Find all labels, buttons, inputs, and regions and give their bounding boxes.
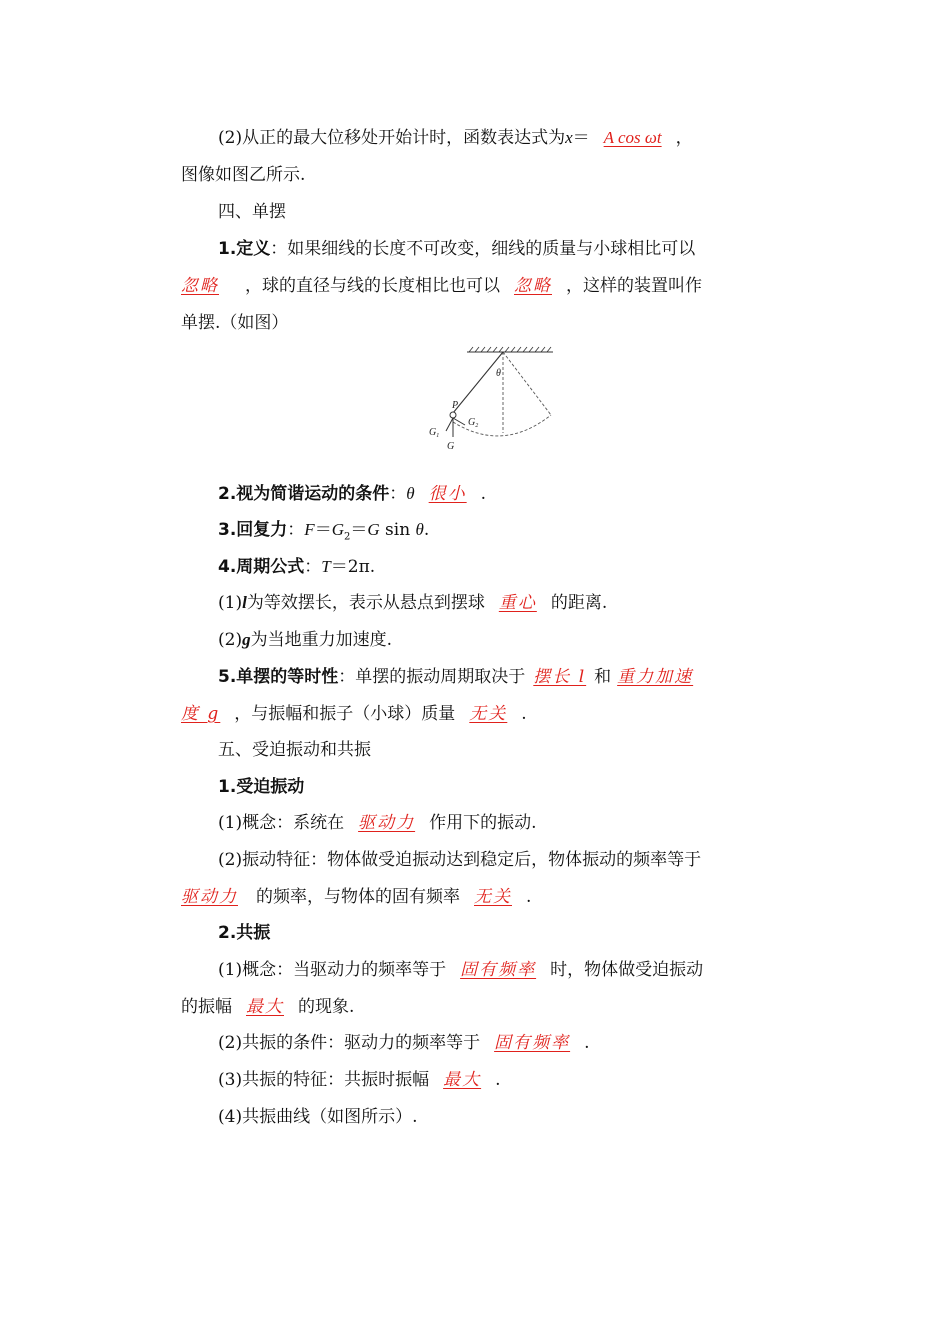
var-f: F: [304, 520, 315, 539]
text: 和: [594, 667, 612, 687]
text: ，与振幅和振子（小球）质量: [234, 704, 456, 724]
text: ，球的直径与线的长度相比也可以: [245, 276, 500, 296]
text-line: (2)振动特征：物体做受迫振动达到稳定后，物体振动的频率等于: [218, 850, 702, 870]
var-g: G: [367, 520, 380, 539]
pendulum-bob: [450, 412, 456, 418]
answer-blank: 固有频率: [494, 1033, 571, 1053]
text: (2): [218, 630, 243, 650]
subsection-heading: [218, 776, 818, 798]
g-label: G: [447, 441, 455, 452]
answer-blank: A cos ωt: [603, 128, 662, 147]
answer-blank: 无关: [469, 704, 508, 724]
definition-line-2: [181, 275, 781, 297]
text: ：: [389, 484, 407, 504]
text: 的振幅: [181, 997, 232, 1017]
answer-blank: 固有频率: [460, 960, 537, 980]
text: 时，物体做受迫振动: [550, 960, 704, 980]
effective-length-line: [218, 592, 818, 614]
g2-vector: [453, 418, 465, 425]
item-label: 周期公式: [236, 557, 305, 577]
subsection-heading: [218, 922, 818, 944]
text: ：: [304, 557, 322, 577]
text: ：: [287, 520, 305, 540]
answer-blank: 忽略: [514, 276, 552, 296]
forced-concept-line: [218, 812, 818, 834]
text: .: [480, 484, 487, 504]
item-number: 2.: [218, 923, 237, 943]
text: 单摆的振动周期取决于: [355, 667, 526, 687]
text: (1)概念：系统在: [218, 813, 345, 833]
text: .: [423, 520, 430, 540]
text: 的频率，与物体的固有频率: [256, 887, 460, 907]
section-heading: 五、受迫振动和共振: [218, 740, 371, 760]
item-number: 1.: [218, 239, 237, 259]
answer-blank: 无关: [474, 887, 512, 907]
definition-line: [218, 238, 818, 260]
text-line: 图像如图乙所示.: [181, 165, 306, 185]
subscript: 2: [343, 531, 351, 543]
text: (2)共振的条件：驱动力的频率等于: [218, 1033, 481, 1053]
answer-blank: 驱动力: [358, 813, 416, 833]
var-x: x: [565, 128, 573, 147]
item-number: 2.: [218, 484, 237, 504]
pendulum-string: [453, 352, 503, 413]
resonance-concept-line: [218, 959, 818, 981]
text: sin: [379, 520, 416, 540]
pendulum-figure: [425, 345, 585, 460]
period-formula-line: [218, 556, 818, 578]
g1-vector: [446, 418, 453, 431]
resonance-feature-line: [218, 1069, 818, 1091]
text: .: [495, 1070, 501, 1090]
text: ，: [675, 128, 693, 148]
text: (3)共振的特征：共振时振幅: [218, 1070, 430, 1090]
item-number: 1.: [218, 777, 237, 797]
condition-line: [218, 483, 818, 505]
item-number: 3.: [218, 520, 237, 540]
extreme-position-line: [503, 352, 551, 415]
answer-blank: 最大: [246, 997, 284, 1017]
item-number: 4.: [218, 557, 237, 577]
text: ，这样的装置叫作: [566, 276, 702, 296]
answer-blank: 忽略: [181, 276, 219, 296]
answer-blank: 摆长 l: [533, 667, 587, 687]
var-g: g: [242, 630, 251, 649]
text: ＝2π.: [330, 557, 376, 577]
section-heading: 四、单摆: [218, 202, 286, 222]
text: .: [526, 887, 532, 907]
item-label: 视为简谐运动的条件: [236, 484, 390, 504]
var-t: T: [321, 557, 331, 576]
resonance-condition-line: [218, 1032, 818, 1054]
text: .: [584, 1033, 590, 1053]
restoring-force-line: [218, 519, 818, 548]
item-label: 定义: [236, 239, 271, 259]
var-l: l: [242, 593, 247, 612]
isochronism-line: [218, 666, 818, 688]
text: 作用下的振动.: [429, 813, 537, 833]
text: .: [521, 704, 527, 724]
item-number: 5.: [218, 667, 237, 687]
text: 为等效摆长，表示从悬点到摆球: [246, 593, 485, 613]
answer-blank: 很小: [428, 484, 467, 504]
gravity-line: [218, 629, 818, 651]
text: 为当地重力加速度.: [250, 630, 392, 650]
text: ＝: [572, 128, 590, 148]
forced-feature-line-2: [181, 886, 781, 908]
answer-blank: 驱动力: [181, 887, 238, 907]
text: 的现象.: [298, 997, 355, 1017]
g2-label: $G_2$: [468, 417, 479, 429]
text: ＝: [350, 520, 368, 540]
theta-label: θ: [496, 368, 501, 379]
answer-blank: 最大: [443, 1070, 482, 1090]
expr-line: [218, 127, 818, 149]
item-label: 受迫振动: [236, 777, 305, 797]
text: ＝: [314, 520, 332, 540]
resonance-concept-line-2: [181, 996, 781, 1018]
text: ：: [338, 667, 356, 687]
var-g2: G: [331, 520, 344, 539]
isochronism-line-2: [181, 703, 781, 725]
p-label: P: [452, 400, 459, 411]
text: ：: [270, 239, 288, 259]
text: (1): [218, 593, 243, 613]
item-label: 单摆的等时性: [236, 667, 339, 687]
item-label: 共振: [236, 923, 271, 943]
text: (2)从正的最大位移处开始计时，函数表达式为: [218, 128, 566, 148]
text: (1)概念：当驱动力的频率等于: [218, 960, 447, 980]
ceiling-hatch: [469, 347, 551, 352]
answer-blank: 重心: [498, 593, 537, 613]
item-label: 回复力: [236, 520, 288, 540]
var-theta: θ: [406, 484, 415, 503]
text-line: (4)共振曲线（如图所示）.: [218, 1107, 418, 1127]
g1-label: $G_1$: [429, 427, 440, 439]
answer-blank: 重力加速: [617, 667, 694, 687]
text: 如果细线的长度不可改变，细线的质量与小球相比可以: [287, 239, 696, 259]
answer-blank: 度 g: [181, 704, 221, 724]
text: 的距离.: [550, 593, 608, 613]
text-line: 单摆.（如图）: [181, 313, 289, 333]
var-theta: θ: [415, 520, 424, 539]
